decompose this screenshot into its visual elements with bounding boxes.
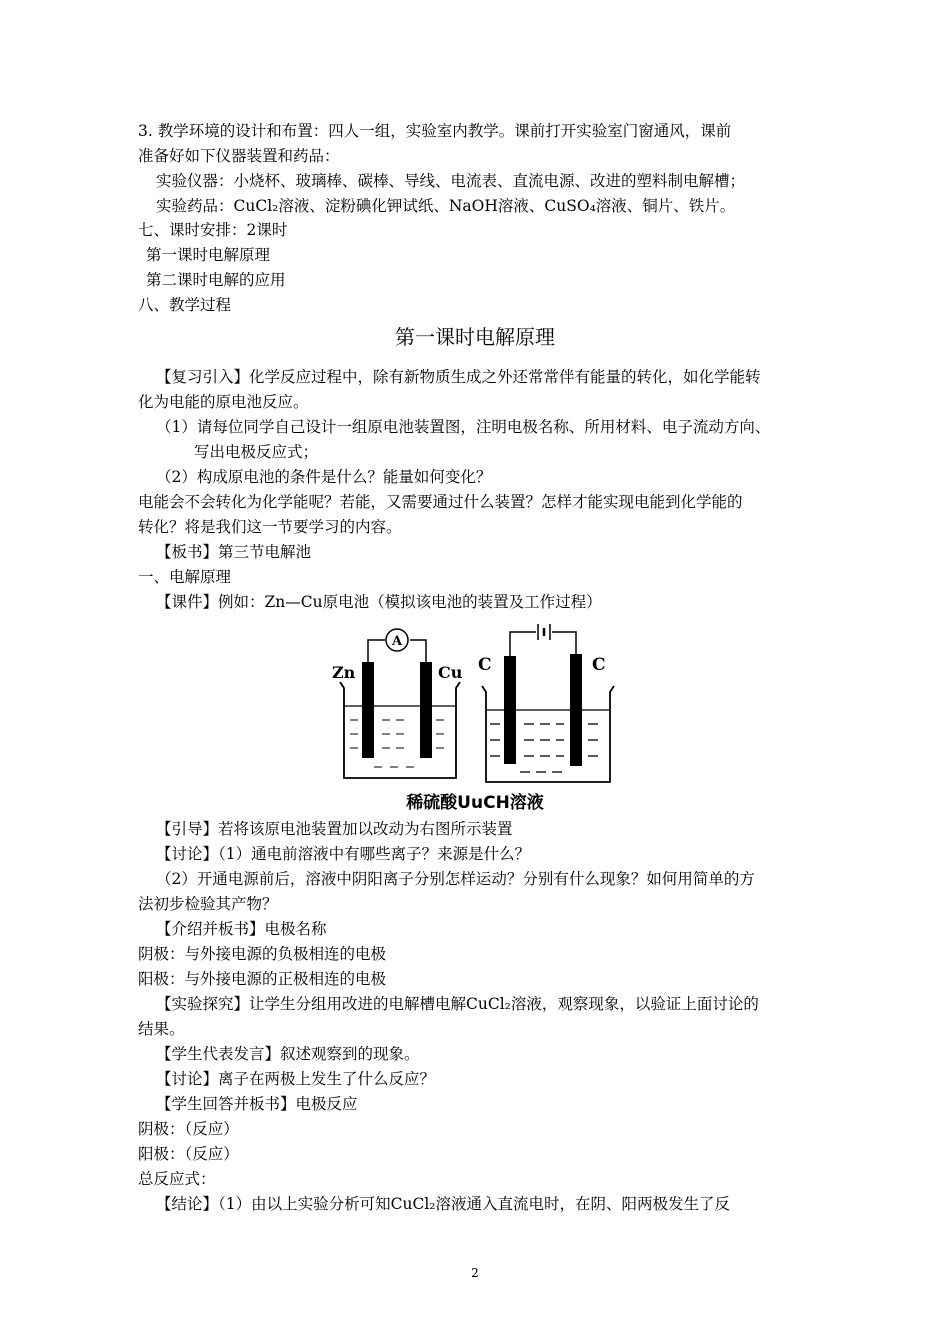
text-line: 【讨论】（1）通电前溶液中有哪些离子？来源是什么？ bbox=[156, 845, 531, 863]
text-line: 【实验探究】让学生分组用改进的电解槽电解CuCl₂溶液，观察现象，以验证上面讨论的 bbox=[156, 995, 759, 1013]
text-line: （2）开通电源前后，溶液中阴阳离子分别怎样运动？分别有什么现象？如何用简单的方 bbox=[156, 870, 755, 888]
text-line: （2）构成原电池的条件是什么？能量如何变化？ bbox=[156, 468, 492, 486]
zn-label: Zn bbox=[332, 663, 356, 682]
text-line: 阳极：（反应） bbox=[138, 1145, 239, 1163]
text-line: 【学生代表发言】叙述观察到的现象。 bbox=[156, 1045, 420, 1063]
text-line: 第一课时电解原理 bbox=[146, 246, 271, 264]
text-line: 阴极：与外接电源的负极相连的电极 bbox=[138, 945, 387, 963]
cu-electrode bbox=[420, 662, 432, 758]
text-line: 【复习引入】化学反应过程中，除有新物质生成之外还常常伴有能量的转化，如化学能转 bbox=[156, 368, 761, 386]
ammeter-label: A bbox=[391, 634, 403, 649]
electrolytic-cell bbox=[478, 624, 614, 782]
text-line: （1）请每位同学自己设计一组原电池装置图，注明电极名称、所用材料、电子流动方向、 bbox=[156, 418, 771, 436]
cu-label: Cu bbox=[438, 663, 463, 682]
text-line: 写出电极反应式； bbox=[194, 443, 319, 461]
text-line: 【结论】（1）由以上实验分析可知CuCl₂溶液通入直流电时，在阴、阳两极发生了反 bbox=[156, 1195, 730, 1213]
c-right-label: C bbox=[592, 655, 606, 675]
text-line: 七、课时安排：2课时 bbox=[138, 221, 288, 239]
figure-caption: 稀硫酸UuCH溶液 bbox=[406, 793, 544, 813]
section-title: 第一课时电解原理 bbox=[395, 325, 555, 349]
text-line: 实验仪器：小烧杯、玻璃棒、碳棒、导线、电流表、直流电源、改进的塑料制电解槽； bbox=[156, 172, 746, 190]
carbon-electrode-left bbox=[504, 656, 516, 764]
carbon-electrode-right bbox=[570, 654, 582, 766]
text-line: 实验药品：CuCl₂溶液、淀粉碘化钾试纸、NaOH溶液、CuSO₄溶液、铜片、铁片。 bbox=[156, 197, 736, 215]
electrochemistry-figure bbox=[330, 620, 630, 790]
text-line: 准备好如下仪器装置和药品： bbox=[138, 147, 340, 165]
text-line: 化为电能的原电池反应。 bbox=[138, 393, 309, 411]
text-line: 【课件】例如：Zn—Cu原电池（模拟该电池的装置及工作过程） bbox=[156, 593, 602, 611]
text-line: 第二课时电解的应用 bbox=[146, 271, 286, 289]
text-line: 【板书】第三节电解池 bbox=[156, 543, 312, 561]
page-number: 2 bbox=[471, 1266, 479, 1280]
text-line: 【引导】若将该原电池装置加以改动为右图所示装置 bbox=[156, 820, 513, 838]
text-line: 电能会不会转化为化学能呢？若能，又需要通过什么装置？怎样才能实现电能到化学能的 bbox=[138, 493, 743, 511]
text-line: 阳极：与外接电源的正极相连的电极 bbox=[138, 970, 387, 988]
text-line: 法初步检验其产物？ bbox=[138, 895, 278, 913]
text-line: 阴极：（反应） bbox=[138, 1120, 239, 1138]
text-line: 一、电解原理 bbox=[138, 568, 232, 586]
text-line: 总反应式： bbox=[138, 1170, 216, 1188]
text-line: 八、教学过程 bbox=[138, 296, 232, 314]
text-line: 【介绍并板书】电极名称 bbox=[156, 920, 327, 938]
galvanic-cell bbox=[332, 629, 463, 778]
text-line: 3. 教学环境的设计和布置：四人一组，实验室内教学。课前打开实验室门窗通风，课前 bbox=[138, 122, 732, 140]
text-line: 结果。 bbox=[138, 1020, 185, 1038]
text-line: 转化？将是我们这一节要学习的内容。 bbox=[138, 518, 402, 536]
text-line: 【学生回答并板书】电极反应 bbox=[156, 1095, 358, 1113]
zn-electrode bbox=[362, 662, 374, 758]
c-left-label: C bbox=[478, 655, 492, 675]
text-line: 【讨论】离子在两极上发生了什么反应？ bbox=[156, 1070, 436, 1088]
